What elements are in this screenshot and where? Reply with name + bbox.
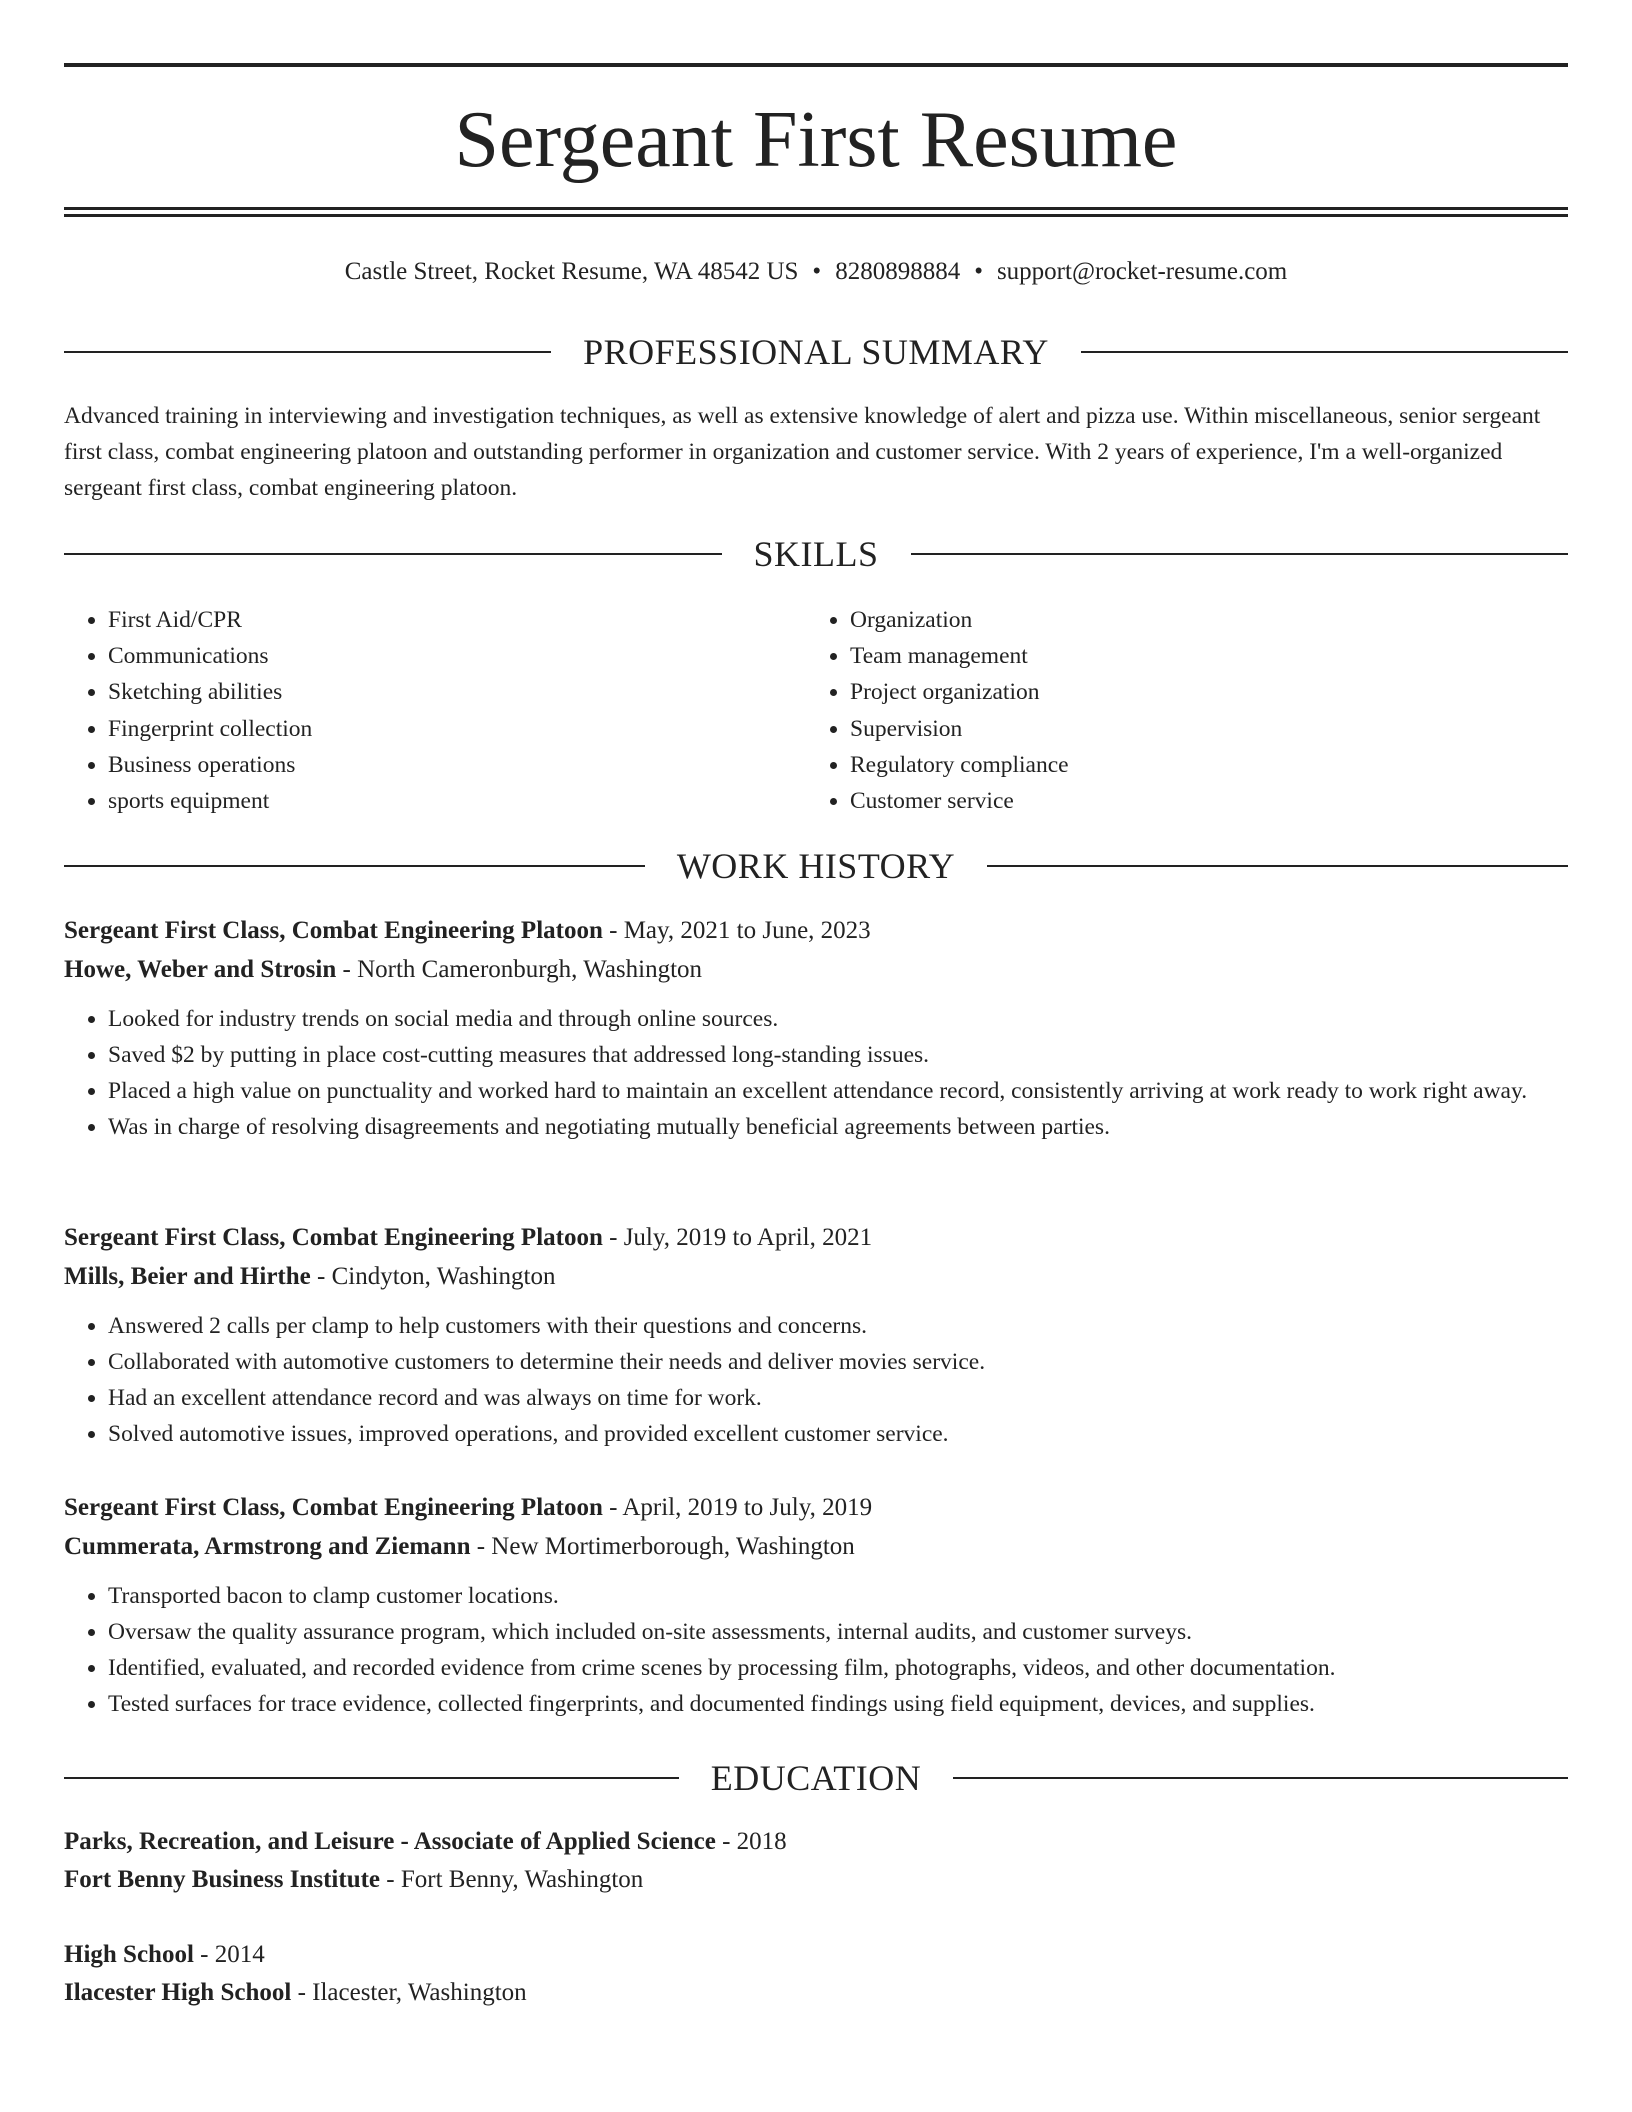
heading-rule xyxy=(64,1777,679,1779)
list-item: • Collaborated with automotive customers to determine their needs and deliver movies service. xyxy=(108,1344,1568,1380)
job-company: Mills, Beier and Hirthe xyxy=(64,1263,311,1290)
contact-email: support@rocket-resume.com xyxy=(996,258,1288,285)
heading-rule xyxy=(953,1777,1568,1779)
education-school-line xyxy=(64,1861,1568,1899)
education-year: - 2018 xyxy=(722,1828,787,1855)
education-school: Fort Benny Business Institute xyxy=(64,1866,381,1893)
job-title-line xyxy=(64,912,1568,950)
job-company: Cummerata, Armstrong and Ziemann xyxy=(64,1533,471,1560)
education-entry xyxy=(64,1936,1568,2012)
job-company: Howe, Weber and Strosin xyxy=(64,956,337,983)
skill-item: • First Aid/CPR xyxy=(108,602,312,638)
job-dates: - July, 2019 to April, 2021 xyxy=(609,1224,873,1251)
heading-rule xyxy=(64,553,722,555)
education-entry xyxy=(64,1823,1568,1899)
summary-heading xyxy=(64,330,1568,374)
list-item: • Solved automotive issues, improved operations, and provided excellent customer service. xyxy=(108,1416,1568,1452)
job-location: - Cindyton, Washington xyxy=(317,1263,556,1290)
list-item: • Saved $2 by putting in place cost-cutting measures that addressed long-standing issues. xyxy=(108,1037,1568,1073)
work-heading xyxy=(64,844,1568,888)
heading-rule xyxy=(1081,351,1568,353)
skill-item: • Project organization xyxy=(850,674,1069,710)
contact-phone: 8280898884 xyxy=(835,258,961,285)
job-entry xyxy=(64,912,1568,1145)
job-entry xyxy=(64,1219,1568,1452)
list-item: • Looked for industry trends on social media and through online sources. xyxy=(108,1001,1568,1037)
job-dates: - May, 2021 to June, 2023 xyxy=(609,917,871,944)
list-item: • Identified, evaluated, and recorded evidence from crime scenes by processing film, photographs, videos, and other documentation. xyxy=(108,1650,1568,1686)
job-location: - North Cameronburgh, Washington xyxy=(342,956,703,983)
skill-item: • Supervision xyxy=(850,711,1069,747)
heading-rule xyxy=(64,351,551,353)
education-location: - Ilacester, Washington xyxy=(297,1979,527,2006)
job-bullets xyxy=(64,1308,1568,1452)
job-company-line xyxy=(64,951,1568,989)
summary-heading-label: PROFESSIONAL SUMMARY xyxy=(583,332,1049,372)
job-company-line xyxy=(64,1258,1568,1296)
education-school: Ilacester High School xyxy=(64,1979,292,2006)
page-title: Sergeant First Resume xyxy=(454,96,1178,184)
work-heading-label: WORK HISTORY xyxy=(676,846,956,886)
title-double-rule xyxy=(64,207,1568,217)
top-rule xyxy=(64,63,1568,67)
education-year: - 2014 xyxy=(200,1941,265,1968)
job-company-line xyxy=(64,1528,1568,1566)
heading-rule xyxy=(911,553,1569,555)
list-item: • Answered 2 calls per clamp to help customers with their questions and concerns. xyxy=(108,1308,1568,1344)
job-title: Sergeant First Class, Combat Engineering Platoon xyxy=(64,917,603,944)
job-title-line xyxy=(64,1489,1568,1527)
skill-item: • sports equipment xyxy=(108,783,312,819)
heading-rule xyxy=(987,865,1568,867)
list-item: • Tested surfaces for trace evidence, collected fingerprints, and documented findings using field equipment, devices, and supplies. xyxy=(108,1686,1568,1722)
skill-item: • Regulatory compliance xyxy=(850,747,1069,783)
job-title: Sergeant First Class, Combat Engineering Platoon xyxy=(64,1224,603,1251)
education-location: - Fort Benny, Washington xyxy=(386,1866,644,1893)
list-item: • Placed a high value on punctuality and worked hard to maintain an excellent attendance record, consistently arriving at work ready to work right away. xyxy=(108,1073,1568,1109)
skill-item: • Sketching abilities xyxy=(108,674,312,710)
skill-item: • Organization xyxy=(850,602,1069,638)
heading-rule xyxy=(64,865,645,867)
skill-item: • Fingerprint collection xyxy=(108,711,312,747)
job-bullets xyxy=(64,1578,1568,1722)
list-item: • Transported bacon to clamp customer locations. xyxy=(108,1578,1568,1614)
list-item: • Was in charge of resolving disagreements and negotiating mutually beneficial agreements between parties. xyxy=(108,1109,1568,1145)
education-heading-label: EDUCATION xyxy=(710,1758,922,1798)
list-item: • Oversaw the quality assurance program, which included on-site assessments, internal audits, and customer surveys. xyxy=(108,1614,1568,1650)
education-school-line xyxy=(64,1974,1568,2012)
skill-item: • Team management xyxy=(850,638,1069,674)
skill-item: • Business operations xyxy=(108,747,312,783)
education-degree: High School xyxy=(64,1941,194,1968)
job-entry xyxy=(64,1489,1568,1722)
education-heading xyxy=(64,1756,1568,1800)
contact-address: Castle Street, Rocket Resume, WA 48542 US xyxy=(344,258,799,285)
skill-item: • Communications xyxy=(108,638,312,674)
skills-heading-label: SKILLS xyxy=(753,534,879,574)
job-title: Sergeant First Class, Combat Engineering Platoon xyxy=(64,1494,603,1521)
job-dates: - April, 2019 to July, 2019 xyxy=(609,1494,873,1521)
education-degree-line xyxy=(64,1823,1568,1861)
skill-item: • Customer service xyxy=(850,783,1069,819)
job-title-line xyxy=(64,1219,1568,1257)
summary-text: Advanced training in interviewing and investigation techniques, as well as extensive knowledge of alert and pizza use. Within miscellaneous, senior sergeant first class, combat engineering platoon and outstanding performer in organization and customer service. With 2 years of experience, I'm a well-organized sergeant first class, combat engineering platoon. xyxy=(64,403,1541,501)
job-location: - New Mortimerborough, Washington xyxy=(476,1533,855,1560)
job-bullets xyxy=(64,1001,1568,1145)
contact-separator: • xyxy=(974,258,983,285)
skills-list-right xyxy=(806,602,1069,819)
contact-line xyxy=(64,255,1568,289)
education-degree: Parks, Recreation, and Leisure - Associate of Applied Science xyxy=(64,1828,716,1855)
contact-separator: • xyxy=(812,258,822,285)
education-degree-line xyxy=(64,1936,1568,1974)
skills-heading xyxy=(64,532,1568,576)
skills-list-left xyxy=(64,602,312,819)
list-item: • Had an excellent attendance record and was always on time for work. xyxy=(108,1380,1568,1416)
